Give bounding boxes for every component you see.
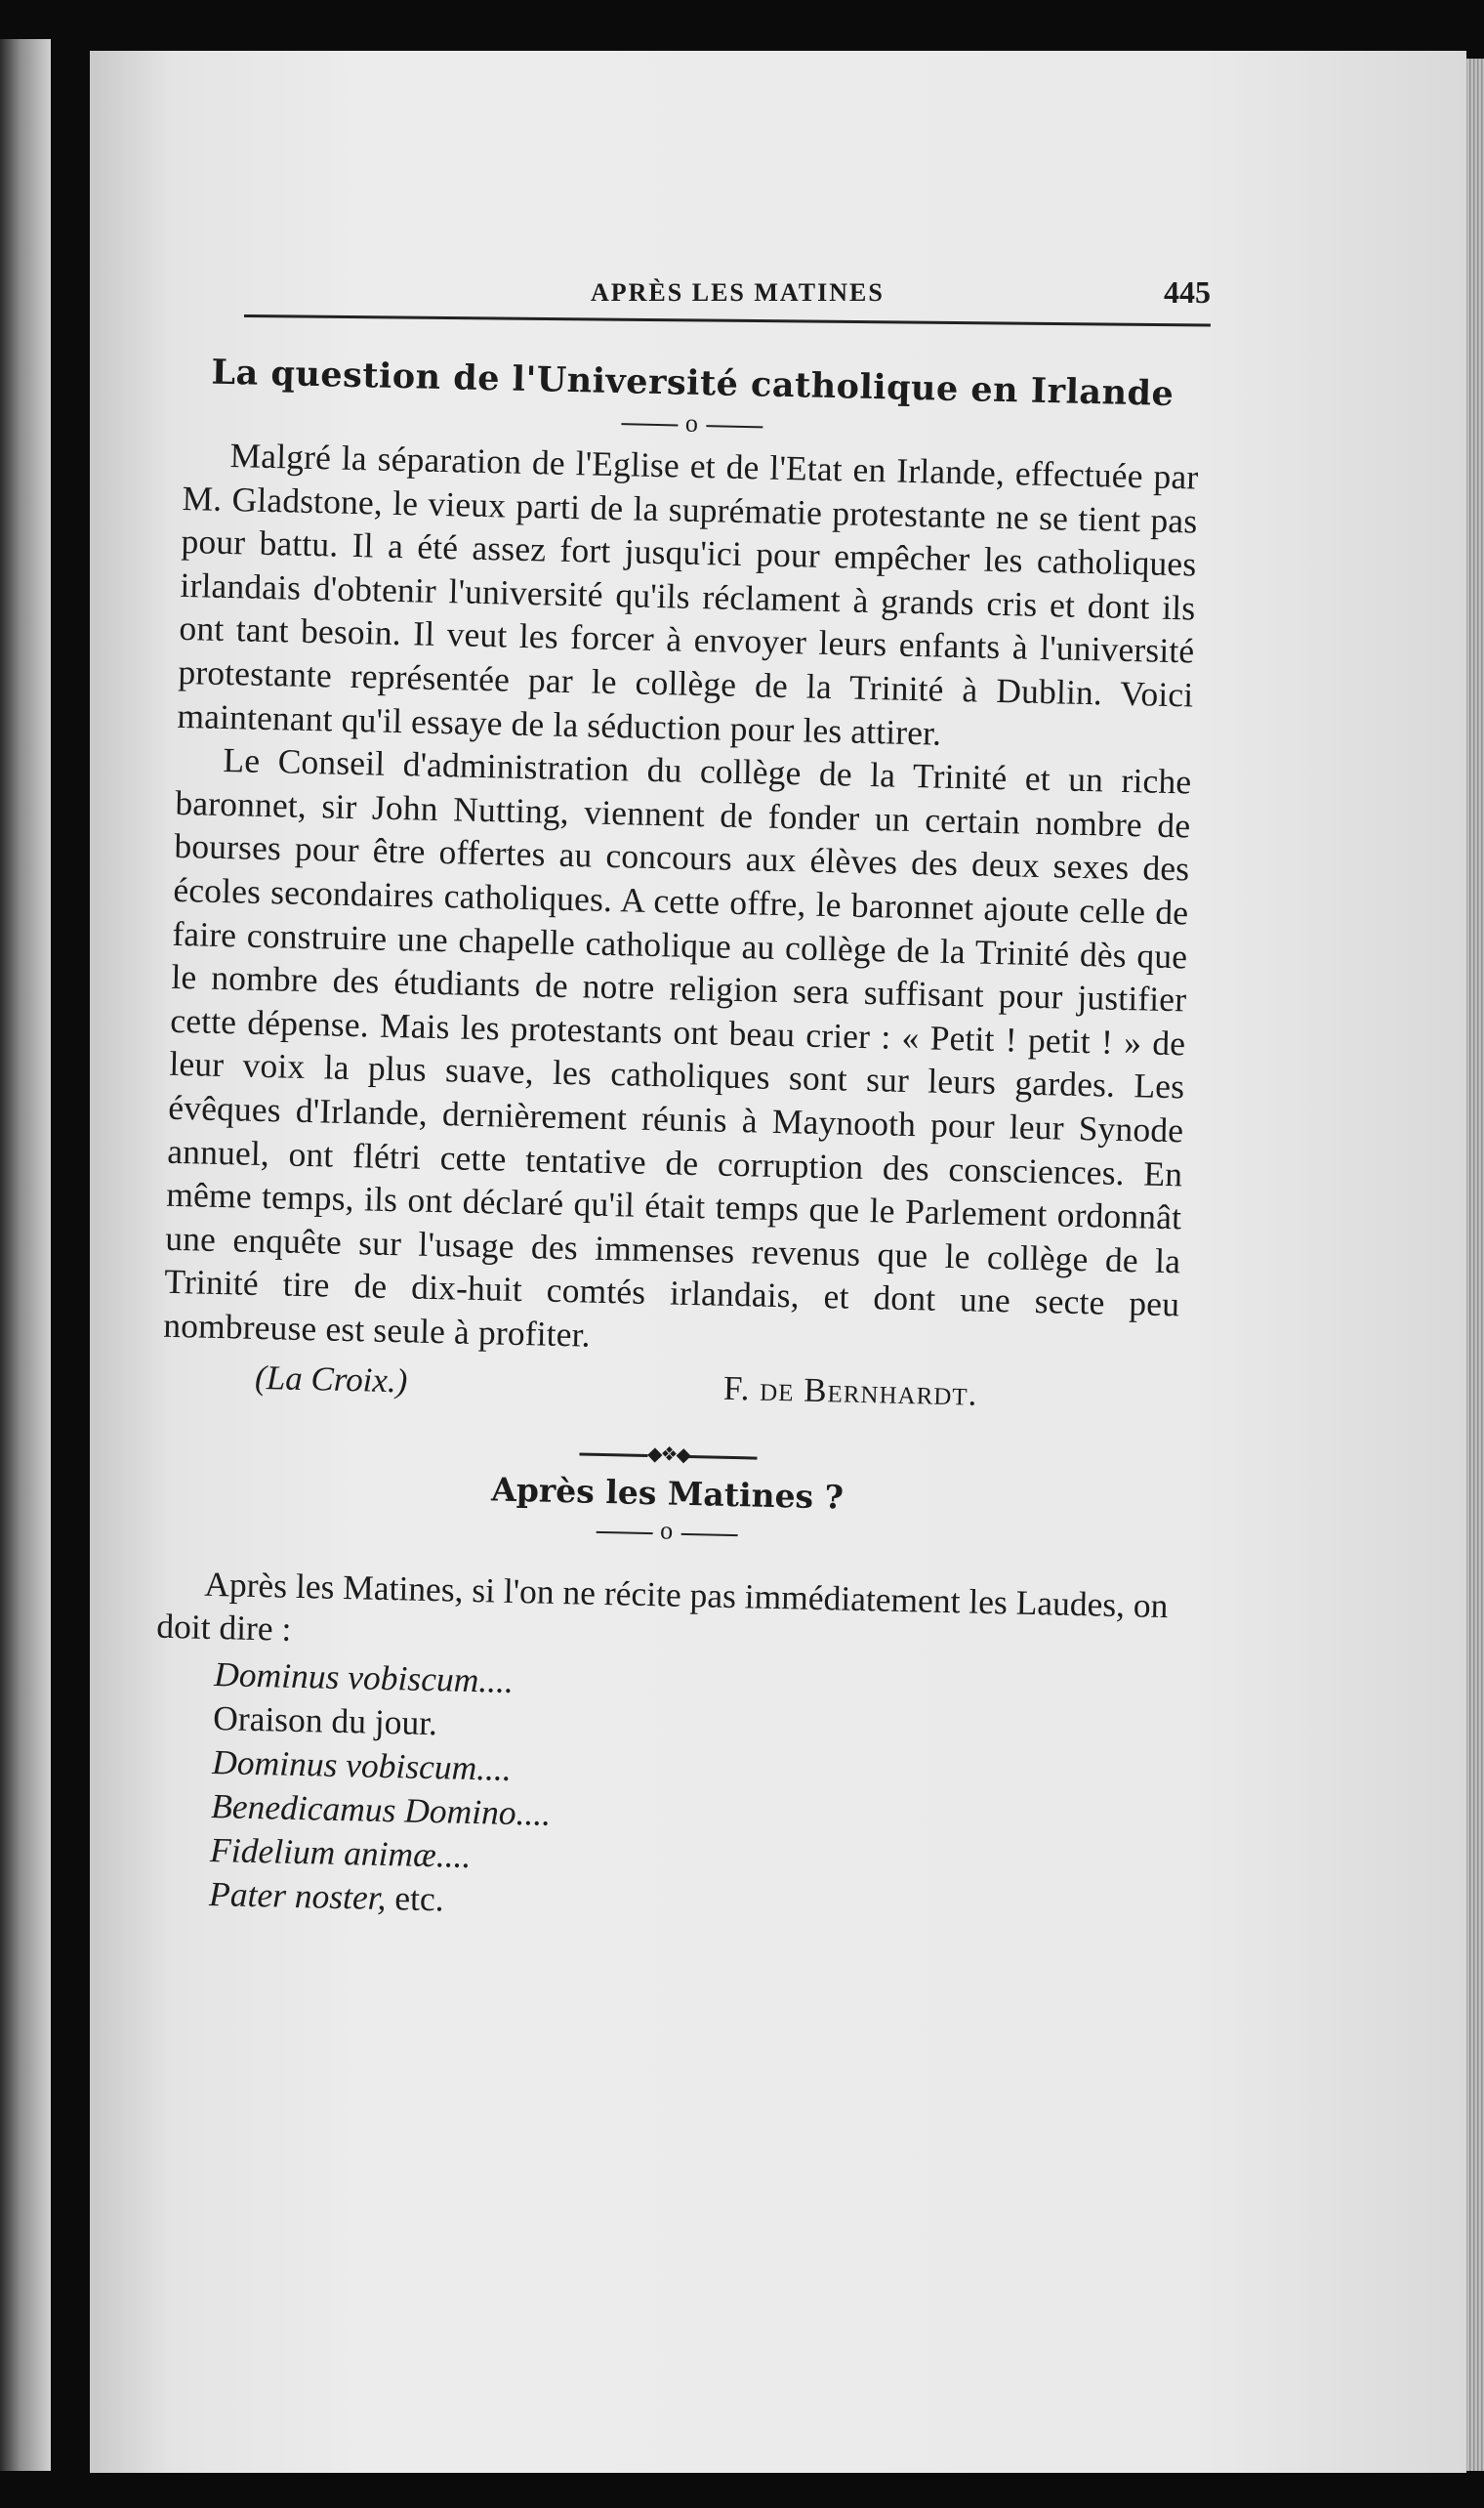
page-header [244,274,1211,321]
page-number: 445 [1164,274,1211,310]
source-citation: (La Croix.) [254,1358,408,1400]
prayer-item: Fidelium animæ.... [209,1830,472,1876]
page-content [150,352,1201,1939]
adjacent-page-edge [0,39,51,2471]
prayer-list [150,1651,1172,1939]
prayer-italic-part: Pater noster, [208,1874,388,1918]
page-stack-edges [1466,59,1484,2471]
section-ornament: ◆❖◆ [160,1431,1175,1479]
section-title: Après les Matines ? [490,1470,845,1518]
article-paragraph-1: Malgré la séparation de l'Eglise et de l'Etat en Irlande, effectuée par M. Gladstone, le vieux parti de la suprématie protestante ne se tient pas pour battu. Il a été assez fort jusqu'ici pour empêcher les catholiques irlandais d'obtenir l'université qu'ils réclament à grands cris et dont ils ont tant besoin. Il veut les forcer à envoyer leurs enfants à l'université protestante représentée par le collège de la Trinité à Dublin. Voici maintenant qu'il essaye de la séduction pour les attirer. [177,436,1199,753]
section-intro: Après les Matines, si l'on ne récite pas immédiatement les Laudes, on doit dire : [155,1565,1169,1650]
running-title: APRÈS LES MATINES [591,278,885,307]
prayer-item: Dominus vobiscum.... [213,1654,515,1701]
title-separator: o [184,397,1199,450]
prayer-item: Benedicamus Domino.... [210,1786,552,1834]
prayer-item: Oraison du jour. [212,1698,438,1743]
signature-row [161,1357,1177,1435]
prayer-rest: etc. [386,1878,445,1919]
article-title: La question de l'Université catholique en Irlande [211,352,1175,414]
section-separator: o [159,1505,1175,1558]
author-signature: F. de Bernhardt. [722,1369,978,1414]
prayer-item: Dominus vobiscum.... [211,1742,513,1789]
article-paragraph-2: Le Conseil d'administration du collège de la Trinité et un riche baronnet, sir John Nutting, viennent de fonder un certain nombre de bourses pour être offertes au concours aux élèves des deux sexes des écoles secondaires catholiques. A cette offre, le baronnet ajoute celle de faire construire une chapelle catholique au collège de la Trinité dès que le nombre des étudiants de notre religion sera suffisant pour justifier cette dépense. Mais les protestants ont beau crier : « Petit ! petit ! » de leur voix la plus suave, les catholiques sont sur leurs gardes. Les évêques d'Irlande, dernièrement réunis à Maynooth pour leur Synode annuel, ont flétri cette tentative de corruption des consciences. En même temps, ils ont déclaré qu'il était temps que le Parlement ordonnât une enquête sur l'usage des immenses revenus que le collège de la Trinité tire de dix-huit comtés irlandais, et dont une secte peu nombreuse est seule à profiter. [162,740,1192,1355]
